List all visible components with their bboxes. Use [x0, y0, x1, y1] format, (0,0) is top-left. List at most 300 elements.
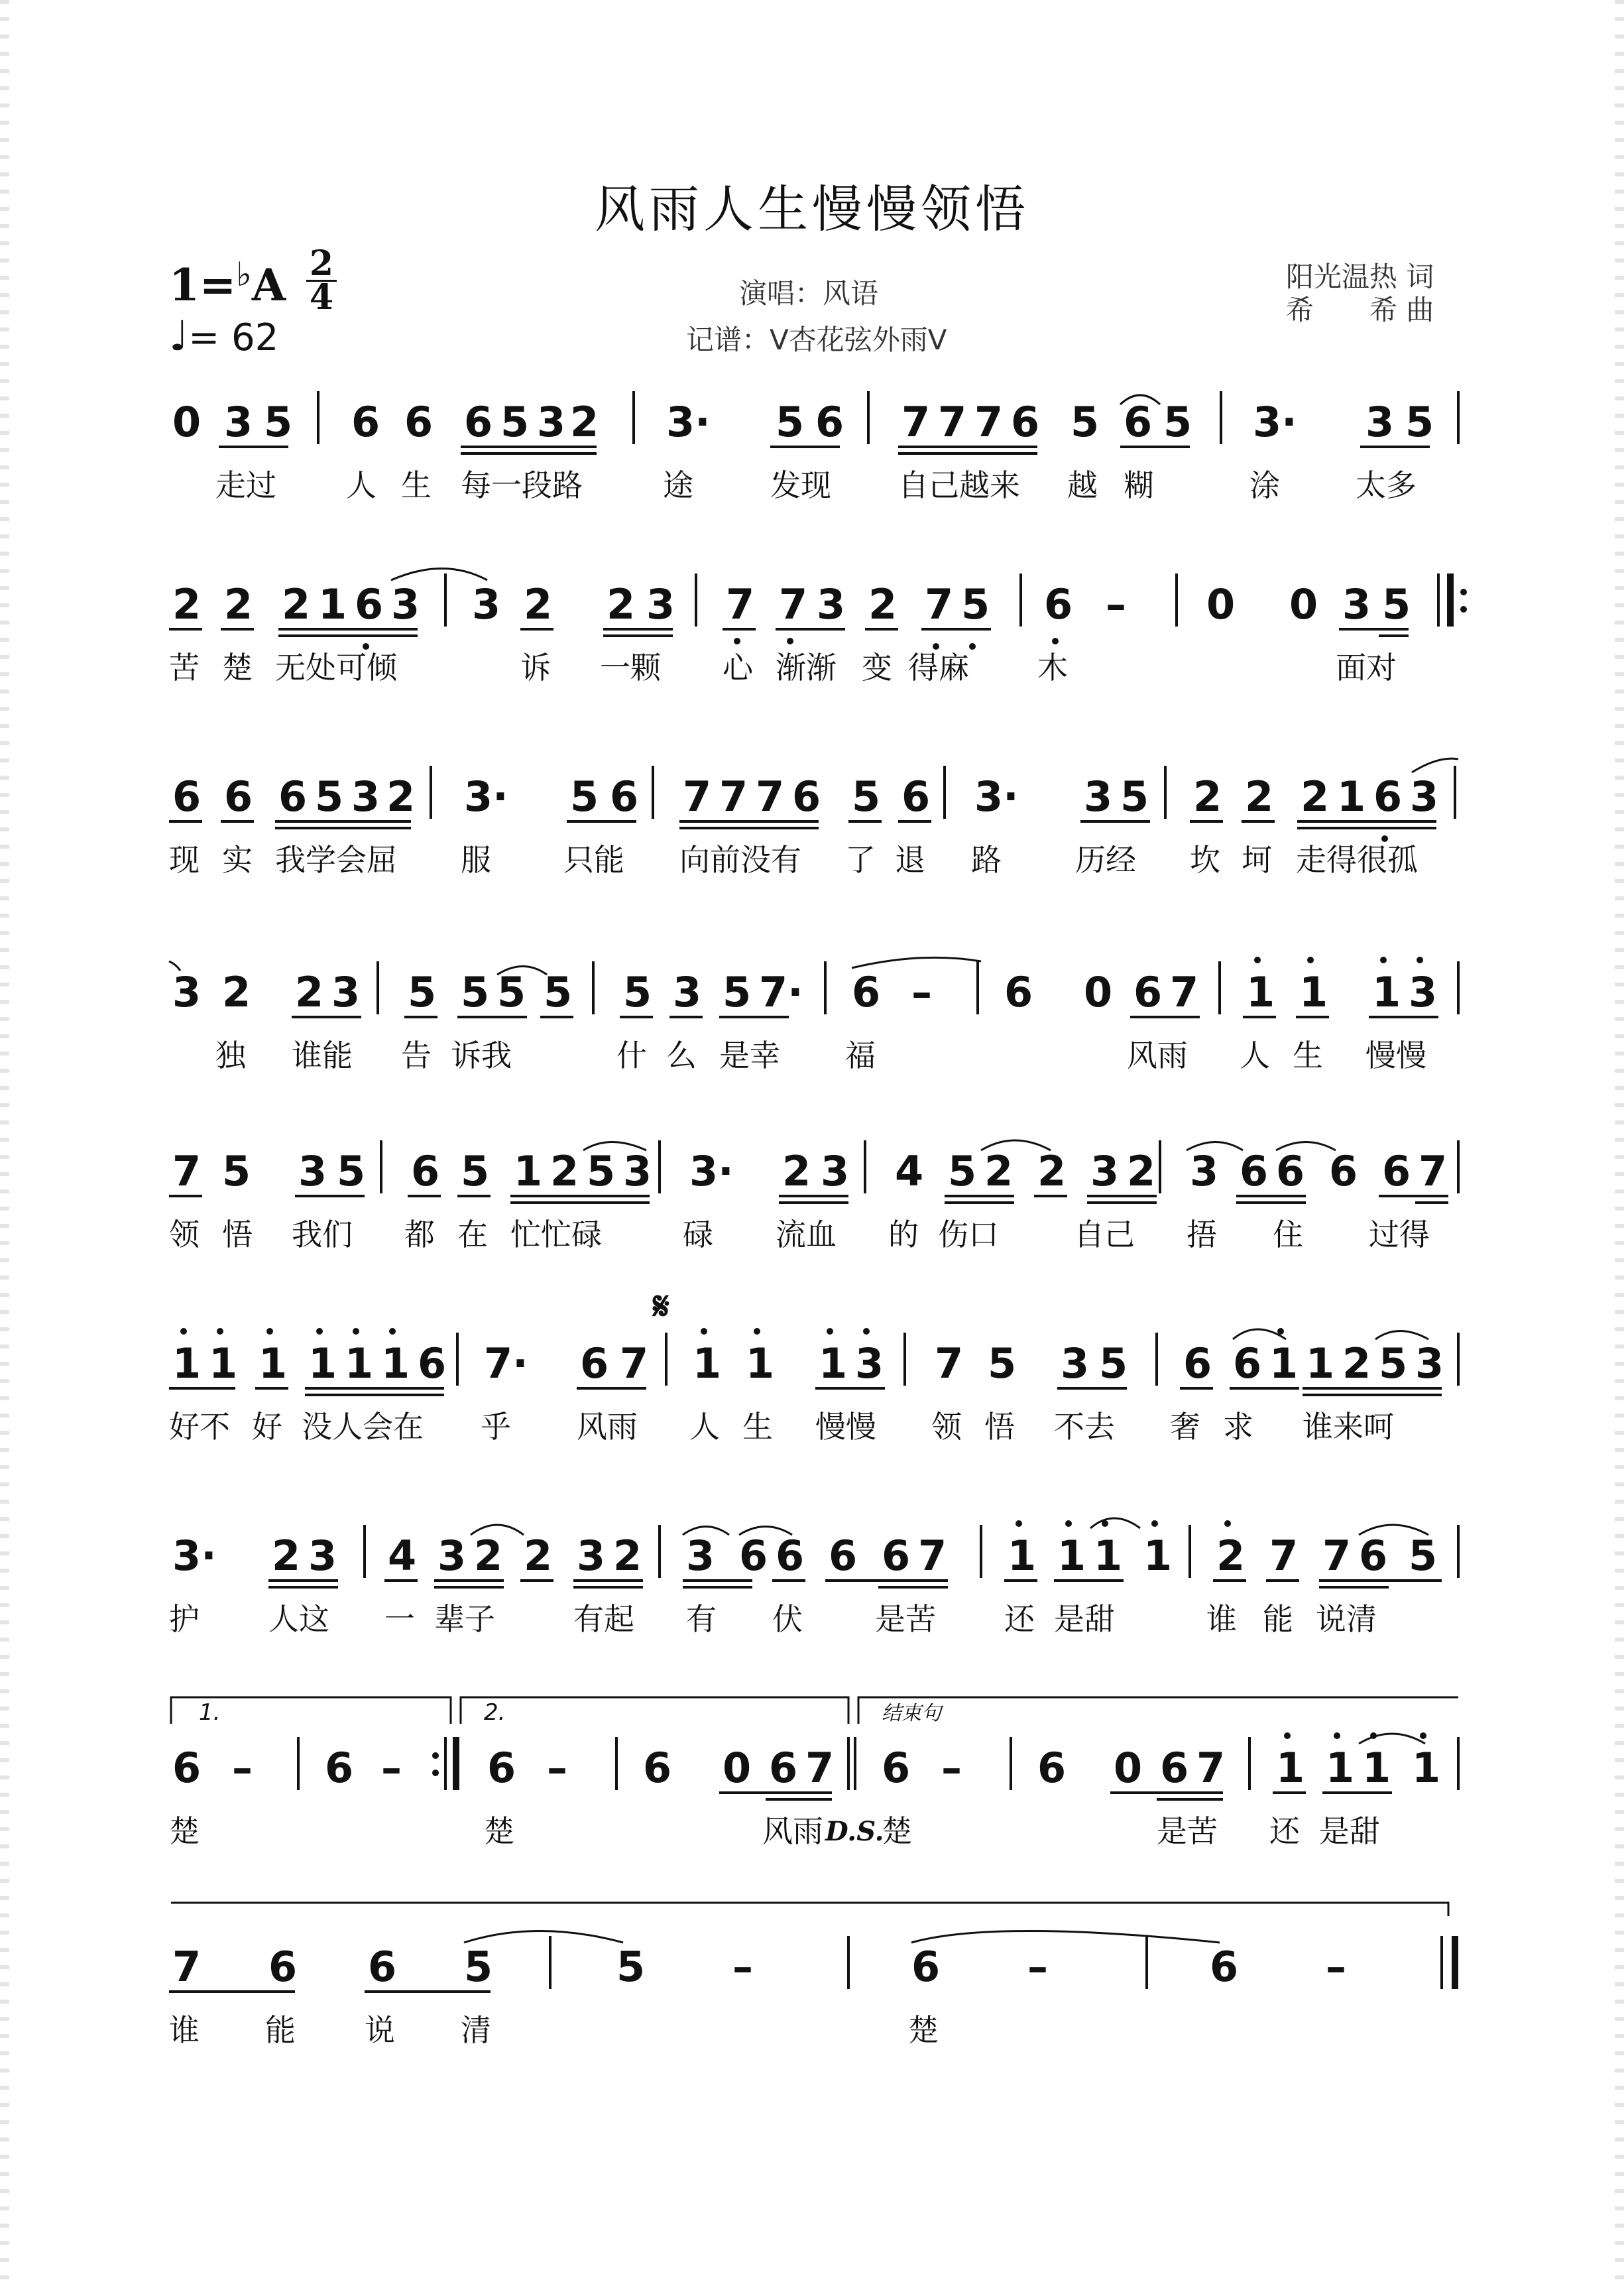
lyric: 心: [723, 650, 753, 686]
lyric: 领: [931, 1409, 962, 1445]
note: 3: [308, 1532, 337, 1580]
note: 5: [500, 398, 530, 446]
lyric: 坷: [1242, 842, 1272, 878]
quarter-note-icon: ♩: [169, 312, 189, 360]
note: 6: [411, 1147, 440, 1195]
note: 5: [623, 968, 652, 1016]
note: –: [381, 1744, 402, 1792]
note: 7: [901, 398, 931, 446]
note: 5: [264, 398, 293, 446]
left-page-edge: [0, 0, 9, 2284]
note: 0: [172, 398, 202, 446]
note: 1: [693, 1339, 722, 1388]
note: 6: [1382, 1147, 1411, 1195]
note: 3: [472, 580, 501, 629]
note: 7·: [484, 1339, 528, 1388]
note: 3·: [1253, 398, 1297, 446]
note: 7: [756, 772, 785, 821]
note: 2: [1342, 1339, 1371, 1388]
note: 5: [570, 772, 599, 821]
right-page-edge: [1615, 0, 1624, 2284]
note: 5: [315, 772, 344, 821]
lyric: 谁能: [292, 1038, 353, 1073]
lyric: 涂: [1249, 467, 1280, 503]
note: 5: [464, 1943, 493, 1991]
note: 5: [852, 772, 881, 821]
note: 3: [391, 580, 420, 629]
lyric: 楚: [484, 1813, 514, 1849]
note: 3: [1342, 580, 1371, 629]
note: 1: [1008, 1532, 1037, 1580]
lyric: 每一段路: [461, 467, 583, 503]
note: 1: [1094, 1532, 1123, 1580]
note: 2: [1301, 772, 1330, 821]
lyric: 无处可倾: [275, 650, 397, 686]
note: 2: [1245, 772, 1274, 821]
note: 7: [1322, 1532, 1352, 1580]
note: 5: [461, 1147, 490, 1195]
note: 3: [537, 398, 566, 446]
note: 3: [673, 968, 702, 1016]
note: 5: [544, 968, 573, 1016]
lyric: 服: [461, 842, 491, 878]
note: –: [941, 1744, 962, 1792]
lyric: 人: [1240, 1038, 1270, 1073]
underlines: [219, 447, 1430, 453]
note: 6: [418, 1339, 447, 1388]
note: 6: [792, 772, 821, 821]
note: 3: [331, 968, 361, 1016]
note: 7: [974, 398, 1004, 446]
note: 7: [1419, 1147, 1448, 1195]
note: –: [232, 1744, 253, 1792]
note: 1: [1337, 772, 1366, 821]
lyric: 木: [1037, 650, 1068, 686]
note: 5: [497, 968, 526, 1016]
note: 2: [295, 968, 324, 1016]
lyric: 在: [457, 1217, 488, 1252]
score-line-1-svg: [166, 385, 1491, 517]
note: 1: [1246, 968, 1275, 1016]
note: 5: [587, 1147, 616, 1195]
note: 7: [779, 580, 808, 629]
note: 1: [209, 1339, 238, 1388]
note: 6: [1044, 580, 1073, 629]
lyric: 我学会屈: [275, 842, 397, 878]
note: 2: [222, 968, 251, 1016]
coda-bracket: [171, 1903, 1448, 1916]
note: 7: [172, 1147, 202, 1195]
lyric: 说清: [1316, 1601, 1377, 1637]
note: 6: [769, 1744, 798, 1792]
lyric: 谁: [1206, 1601, 1237, 1637]
lyric: 楚: [222, 650, 253, 686]
lyric: 走得很孤: [1296, 842, 1418, 878]
lyric: 越: [1067, 467, 1098, 503]
lyric: 发现: [770, 467, 831, 503]
song-title: 风雨人生慢慢领悟: [595, 180, 1029, 239]
note: 2: [782, 1147, 811, 1195]
note: 6: [268, 1943, 298, 1991]
lyric: 风雨: [577, 1409, 638, 1445]
note: 6: [580, 1339, 609, 1388]
note: 6: [643, 1744, 672, 1792]
note: 7·: [759, 968, 803, 1016]
note: 5: [1071, 398, 1100, 446]
note: 6: [1329, 1147, 1358, 1195]
lyric: 奢: [1170, 1409, 1200, 1445]
score-line-7: [166, 1518, 1491, 1651]
lyric: 变: [862, 650, 892, 686]
underlines: [169, 1388, 1442, 1395]
lyric: 人: [689, 1409, 720, 1445]
lyric: 只能: [563, 842, 624, 878]
note: 2: [172, 580, 202, 629]
note: 6: [325, 1744, 354, 1792]
note: 6: [172, 772, 202, 821]
key-signature: [169, 255, 286, 311]
tie: [1412, 758, 1458, 772]
note: 3·: [666, 398, 711, 446]
lyric: 生: [742, 1409, 773, 1445]
note: 7: [1269, 1532, 1299, 1580]
note: 1: [1057, 1532, 1086, 1580]
score-line-4: [166, 955, 1491, 1087]
note: 6: [404, 398, 434, 446]
note: 1: [1372, 968, 1401, 1016]
lyric: 能: [1263, 1601, 1293, 1637]
note: –: [1326, 1943, 1346, 1991]
note: 1: [514, 1147, 543, 1195]
note: 6: [1183, 1339, 1212, 1388]
lyric: 太多: [1356, 467, 1417, 503]
lyric: 实: [222, 842, 253, 878]
lyric: 说: [365, 2012, 395, 2048]
slur: [1375, 1331, 1428, 1340]
note: 6: [882, 1744, 911, 1792]
lyric: 自己越来: [898, 467, 1020, 503]
note: 1: [345, 1339, 374, 1388]
note: 0: [1114, 1744, 1143, 1792]
note: 1: [746, 1339, 775, 1388]
lyric: 自己: [1074, 1217, 1135, 1252]
score-line-3: [166, 759, 1491, 892]
note: 6: [1210, 1943, 1239, 1991]
score-line-2-svg: [166, 567, 1491, 699]
note: 2: [524, 1532, 553, 1580]
octave-dots: [180, 1328, 1284, 1335]
note: 3: [298, 1147, 327, 1195]
note: 3: [1410, 772, 1439, 821]
note: 6: [1276, 1147, 1305, 1195]
lyric: 的: [888, 1217, 919, 1252]
note: 3: [646, 580, 675, 629]
note: 1: [259, 1339, 288, 1388]
performer-credit: 演唱：风语: [739, 277, 879, 310]
lyric: 是甜: [1319, 1813, 1380, 1849]
lyric: 退: [895, 842, 925, 878]
slur: [1090, 1518, 1140, 1528]
underlines: [169, 1196, 1448, 1203]
note: 3: [623, 1147, 652, 1195]
lyric: 楚: [169, 1813, 200, 1849]
note: 7: [726, 580, 755, 629]
note: 2: [868, 580, 898, 629]
barlines: [550, 1936, 1455, 1989]
lyric: 住: [1273, 1217, 1303, 1252]
note: 6: [1004, 968, 1033, 1016]
note: 2: [524, 580, 553, 629]
lyric: 风雨: [1127, 1038, 1188, 1073]
note: 6: [901, 772, 931, 821]
lyric: 有: [686, 1601, 717, 1637]
note: 6: [1233, 1339, 1262, 1388]
note: 3·: [689, 1147, 734, 1195]
note: 2: [984, 1147, 1014, 1195]
note: 2: [224, 580, 253, 629]
note: 1: [1306, 1339, 1335, 1388]
note: 1: [1299, 968, 1328, 1016]
note: 5: [988, 1339, 1017, 1388]
note: 5: [337, 1147, 366, 1195]
note: 5: [723, 968, 752, 1016]
lyric: 楚: [908, 2012, 939, 2048]
note: 2: [474, 1532, 503, 1580]
note: 3: [577, 1532, 606, 1580]
note: 0: [1206, 580, 1236, 629]
lyric: 护: [169, 1601, 200, 1637]
note: 1: [308, 1339, 337, 1388]
note: 3: [224, 398, 253, 446]
lyric: 渐渐: [776, 650, 837, 686]
note: 5: [1409, 1532, 1438, 1580]
lyric: 乎: [481, 1409, 511, 1445]
note: 3: [172, 968, 202, 1016]
note: 3·: [974, 772, 1019, 821]
da-segno-mark: D.S.: [825, 1816, 884, 1847]
lyric: 伤口: [938, 1217, 999, 1252]
second-ending-label: 2.: [484, 1699, 506, 1726]
lyric: 慢慢: [1365, 1038, 1426, 1073]
score-line-4-svg: [166, 955, 1491, 1087]
score-line-3-svg: [166, 759, 1491, 892]
tie: [911, 1931, 1220, 1943]
note: 3·: [172, 1532, 217, 1580]
score-line-6-svg: [166, 1280, 1491, 1459]
note: 7: [925, 580, 954, 629]
lyric: 流血: [776, 1217, 837, 1252]
lyric: 一: [384, 1601, 415, 1637]
underlines: [169, 629, 1409, 636]
lyric: 一颗: [600, 650, 661, 686]
lyric: 伏: [772, 1601, 803, 1637]
note: 1: [172, 1339, 202, 1388]
note: 6: [351, 398, 380, 446]
lyric: 慢慢: [815, 1409, 876, 1445]
note: 3: [821, 1147, 850, 1195]
score-line-5: [166, 1134, 1491, 1266]
lyric: 没人会在: [302, 1409, 424, 1445]
score-line-8-svg: [166, 1691, 1491, 1863]
first-ending-label: 1.: [199, 1699, 221, 1726]
note: 5: [961, 580, 990, 629]
note: 0: [1084, 968, 1113, 1016]
note: 3: [1415, 1339, 1444, 1388]
lyric: 现: [169, 842, 200, 878]
note: 6: [1133, 968, 1163, 1016]
score-line-2: [166, 567, 1491, 699]
note: 6: [1160, 1744, 1189, 1792]
note: 6: [911, 1943, 941, 1991]
note: 6: [882, 1532, 911, 1580]
note: 2: [282, 580, 311, 629]
lyric: 人这: [268, 1601, 329, 1637]
tie: [852, 957, 981, 968]
tempo-mark: [169, 312, 278, 360]
note: 3: [351, 772, 380, 821]
tie: [464, 1931, 623, 1943]
note: –: [1027, 1943, 1048, 1991]
lyric: 还: [1269, 1813, 1300, 1849]
lyric: 向前没有: [679, 842, 801, 878]
note: 7: [683, 772, 712, 821]
note: 1: [819, 1339, 848, 1388]
lyric: 风雨: [762, 1813, 823, 1849]
note: 0: [1289, 580, 1318, 629]
note: 5: [408, 968, 437, 1016]
lyric: 有起: [573, 1601, 634, 1637]
lyric: 面对: [1336, 650, 1397, 686]
score-line-1: [166, 385, 1491, 517]
note: 5: [1405, 398, 1434, 446]
note: 3: [817, 580, 846, 629]
lyric: 途: [663, 467, 693, 503]
note: 2: [570, 398, 599, 446]
note: 6: [224, 772, 253, 821]
lyric: 不去: [1054, 1409, 1115, 1445]
score-line-5-svg: [166, 1134, 1491, 1266]
lyric: 好不: [169, 1409, 230, 1445]
lyric: 是苦: [875, 1601, 936, 1637]
lyric: 走过: [215, 467, 276, 503]
lyric: 过得: [1369, 1217, 1430, 1252]
lyric: 捂: [1187, 1217, 1217, 1252]
transcriber-credit: 记谱：V杏花弦外雨V: [686, 324, 947, 356]
note: 6: [852, 968, 881, 1016]
underlines: [169, 821, 1436, 828]
note: –: [1106, 580, 1126, 629]
note: 6: [776, 1532, 805, 1580]
note: 1: [1362, 1744, 1391, 1792]
lyric: 什: [616, 1038, 647, 1073]
score-line-9-svg: [166, 1896, 1491, 2055]
lyric: 路: [971, 842, 1002, 878]
note: 6: [368, 1943, 397, 1991]
lyric: 坎: [1190, 842, 1220, 878]
note: 4: [895, 1147, 924, 1195]
segno-icon: 𝄋: [653, 1284, 669, 1329]
key-tonic: A: [251, 259, 286, 311]
lyric: 楚: [882, 1813, 912, 1849]
score-line-8: [166, 1691, 1491, 1863]
note: 6: [172, 1744, 202, 1792]
note: 7: [1170, 968, 1199, 1016]
note: 7: [918, 1532, 947, 1580]
lyric: 能: [265, 2012, 296, 2048]
note: –: [911, 968, 932, 1016]
note: 7: [935, 1339, 964, 1388]
note: 6: [278, 772, 308, 821]
lyric: 悟: [984, 1409, 1015, 1445]
note: 7: [938, 398, 967, 446]
note: 1: [1276, 1744, 1305, 1792]
note: 5: [1163, 398, 1192, 446]
note: 6: [464, 398, 493, 446]
note: 5: [222, 1147, 251, 1195]
lyricist-credit: 阳光温热 词: [1286, 261, 1434, 293]
lyric: 我们: [292, 1217, 353, 1252]
note: 6: [815, 398, 844, 446]
note: 3: [1061, 1339, 1090, 1388]
note: 6: [1359, 1532, 1388, 1580]
note: 2: [1193, 772, 1222, 821]
note: 7: [805, 1744, 835, 1792]
score-line-7-svg: [166, 1518, 1491, 1651]
note: 1: [1326, 1744, 1355, 1792]
note: 3: [855, 1339, 884, 1388]
composer-credit: 希 希 曲: [1286, 294, 1434, 326]
note: 1: [1143, 1532, 1173, 1580]
note: 5: [1382, 580, 1411, 629]
lyric: 谁: [169, 2012, 200, 2048]
note: 1: [318, 580, 347, 629]
note: 7: [172, 1943, 202, 1991]
note: 4: [388, 1532, 417, 1580]
time-signature: [306, 243, 337, 318]
note: 1: [1269, 1339, 1299, 1388]
note: 6: [610, 772, 639, 821]
note: 6: [829, 1532, 858, 1580]
note: 5: [776, 398, 805, 446]
key-prefix: 1=: [169, 259, 237, 311]
note: 5: [1120, 772, 1149, 821]
note: 6: [355, 580, 384, 629]
lyric: 都: [404, 1217, 435, 1252]
note: 3: [1090, 1147, 1120, 1195]
note: 3: [1084, 772, 1113, 821]
lyric: 碌: [683, 1217, 713, 1252]
note: 1: [381, 1339, 410, 1388]
lyric: 还: [1004, 1601, 1035, 1637]
note: 2: [386, 772, 416, 821]
lyric: 悟: [222, 1217, 253, 1252]
lyric: 谁来呵: [1303, 1409, 1394, 1445]
lyric: 历经: [1075, 842, 1136, 878]
lyric: 独: [215, 1038, 246, 1073]
note: 7: [719, 772, 748, 821]
note: 3: [1409, 968, 1438, 1016]
lyric: 清: [461, 2012, 491, 2048]
lyric: 忙忙碌: [510, 1217, 602, 1252]
note: 7: [1196, 1744, 1226, 1792]
note: 6: [1037, 1744, 1067, 1792]
note: 5: [461, 968, 490, 1016]
note: 2: [1216, 1532, 1246, 1580]
lyric: 人: [346, 467, 377, 503]
lyric: 糊: [1124, 467, 1154, 503]
lyric: 么: [666, 1038, 697, 1073]
note: 5: [1099, 1339, 1128, 1388]
